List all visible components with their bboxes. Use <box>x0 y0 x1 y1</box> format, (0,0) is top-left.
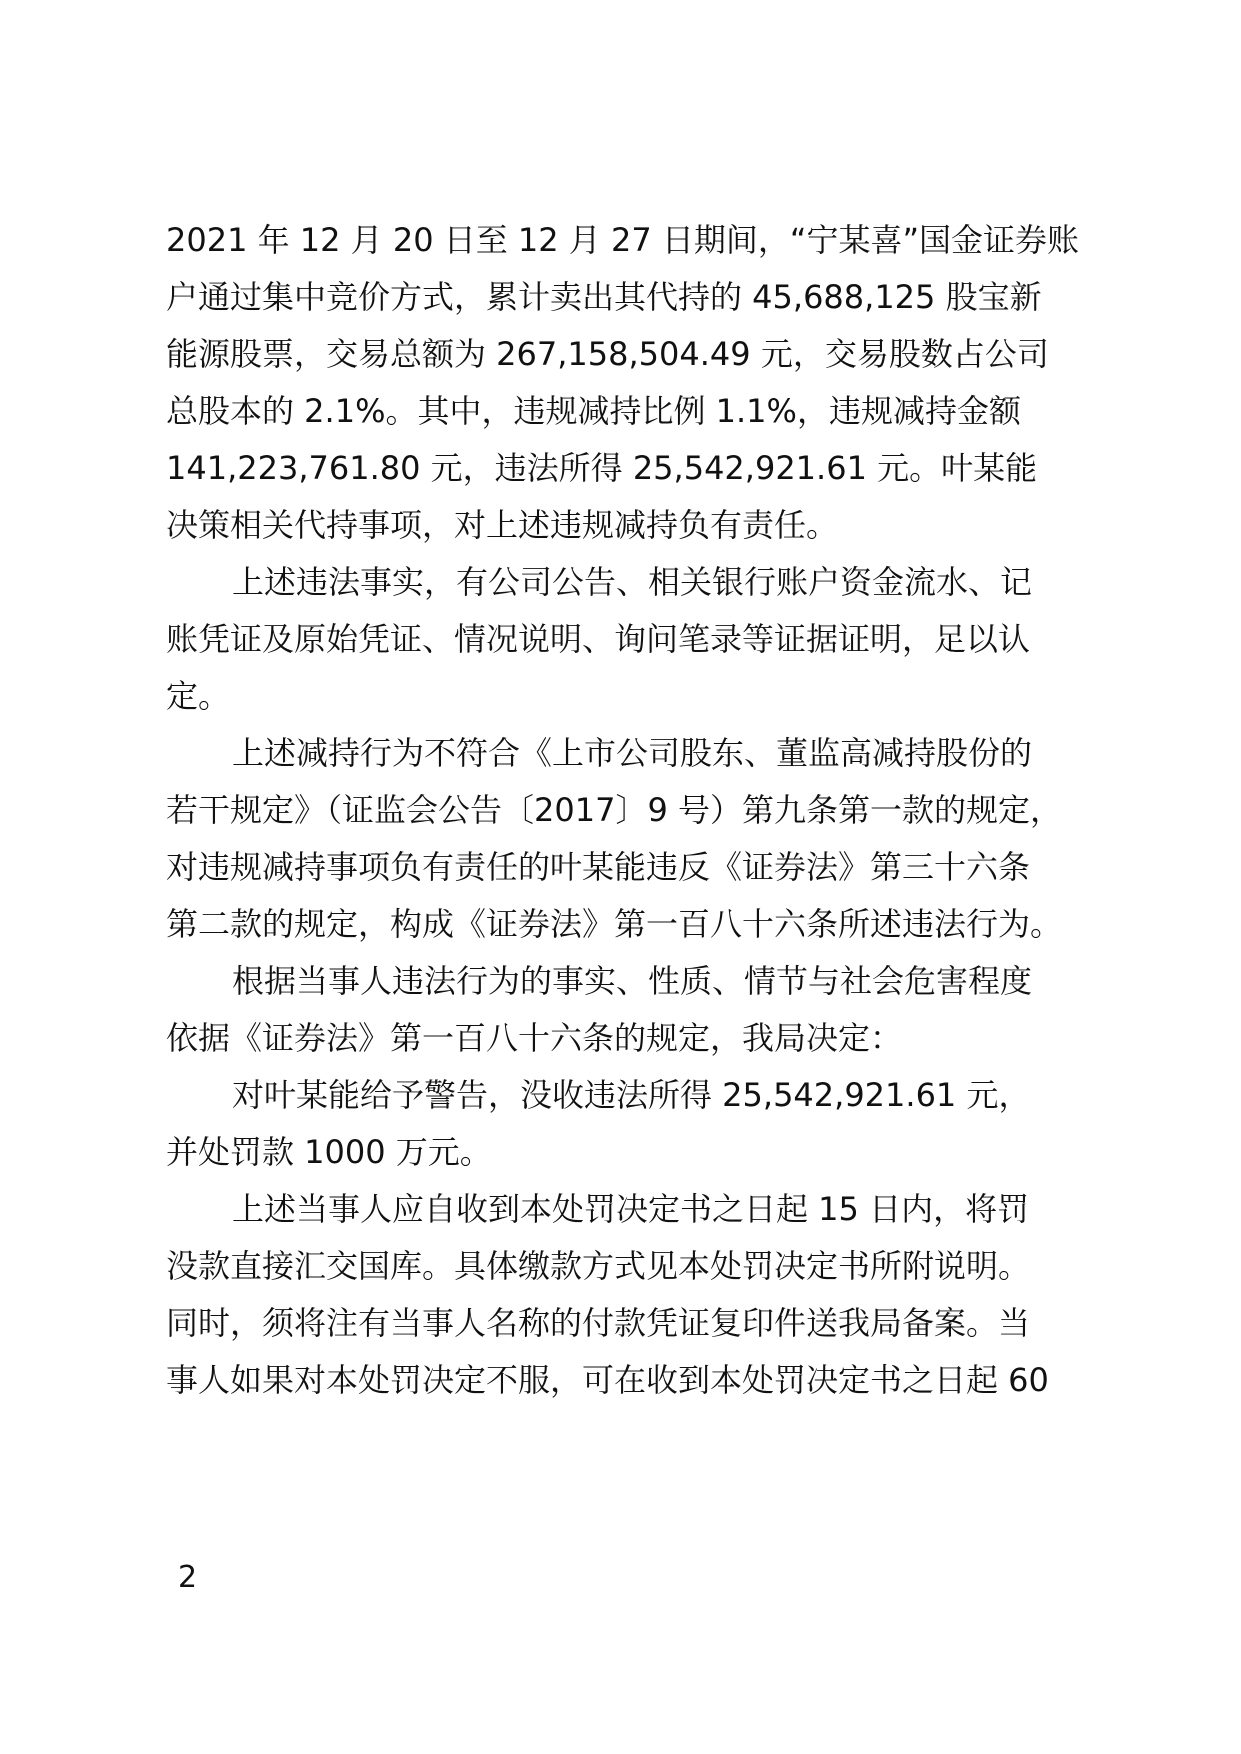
text-line: 2021 年 12 月 20 日至 12 月 27 日期间，“宁某喜”国金证券账 <box>166 221 1080 259</box>
paragraph-start-line: 上述当事人应自收到本处罚决定书之日起 15 日内，将罚 <box>232 1190 1030 1228</box>
paragraph-start-line: 根据当事人违法行为的事实、性质、情节与社会危害程度 <box>232 962 1033 1000</box>
page-number: 2 <box>178 1560 198 1595</box>
text-line: 141,223,761.80 元，违法所得 25,542,921.61 元。叶某能 <box>166 449 1038 487</box>
text-line: 若干规定》（证监会公告〔2017〕9 号）第九条第一款的规定， <box>166 791 1062 829</box>
text-line: 依据《证券法》第一百八十六条的规定，我局决定： <box>166 1019 903 1057</box>
text-line: 户通过集中竞价方式，累计卖出其代持的 45,688,125 股宝新 <box>166 278 1042 316</box>
text-line: 能源股票，交易总额为 267,158,504.49 元，交易股数占公司 <box>166 335 1049 373</box>
text-line: 事人如果对本处罚决定不服，可在收到本处罚决定书之日起 60 <box>166 1361 1049 1399</box>
text-line: 第二款的规定，构成《证券法》第一百八十六条所述违法行为。 <box>166 905 1063 943</box>
text-line: 没款直接汇交国库。具体缴款方式见本处罚决定书所附说明。 <box>166 1247 1031 1285</box>
text-line: 同时，须将注有当事人名称的付款凭证复印件送我局备案。当 <box>166 1304 1031 1342</box>
text-line: 总股本的 2.1%。其中，违规减持比例 1.1%，违规减持金额 <box>166 392 1021 430</box>
paragraph-start-line: 对叶某能给予警告，没收违法所得 25,542,921.61 元， <box>232 1076 1031 1114</box>
text-line: 并处罚款 1000 万元。 <box>166 1133 492 1171</box>
text-line: 决策相关代持事项，对上述违规减持负有责任。 <box>166 506 839 544</box>
text-line: 账凭证及原始凭证、情况说明、询问笔录等证据证明，足以认 <box>166 620 1031 658</box>
text-line: 定。 <box>166 677 231 715</box>
text-line: 对违规减持事项负有责任的叶某能违反《证券法》第三十六条 <box>166 848 1031 886</box>
paragraph-start-line: 上述减持行为不符合《上市公司股东、董监高减持股份的 <box>232 734 1033 772</box>
paragraph-start-line: 上述违法事实，有公司公告、相关银行账户资金流水、记 <box>232 563 1033 601</box>
